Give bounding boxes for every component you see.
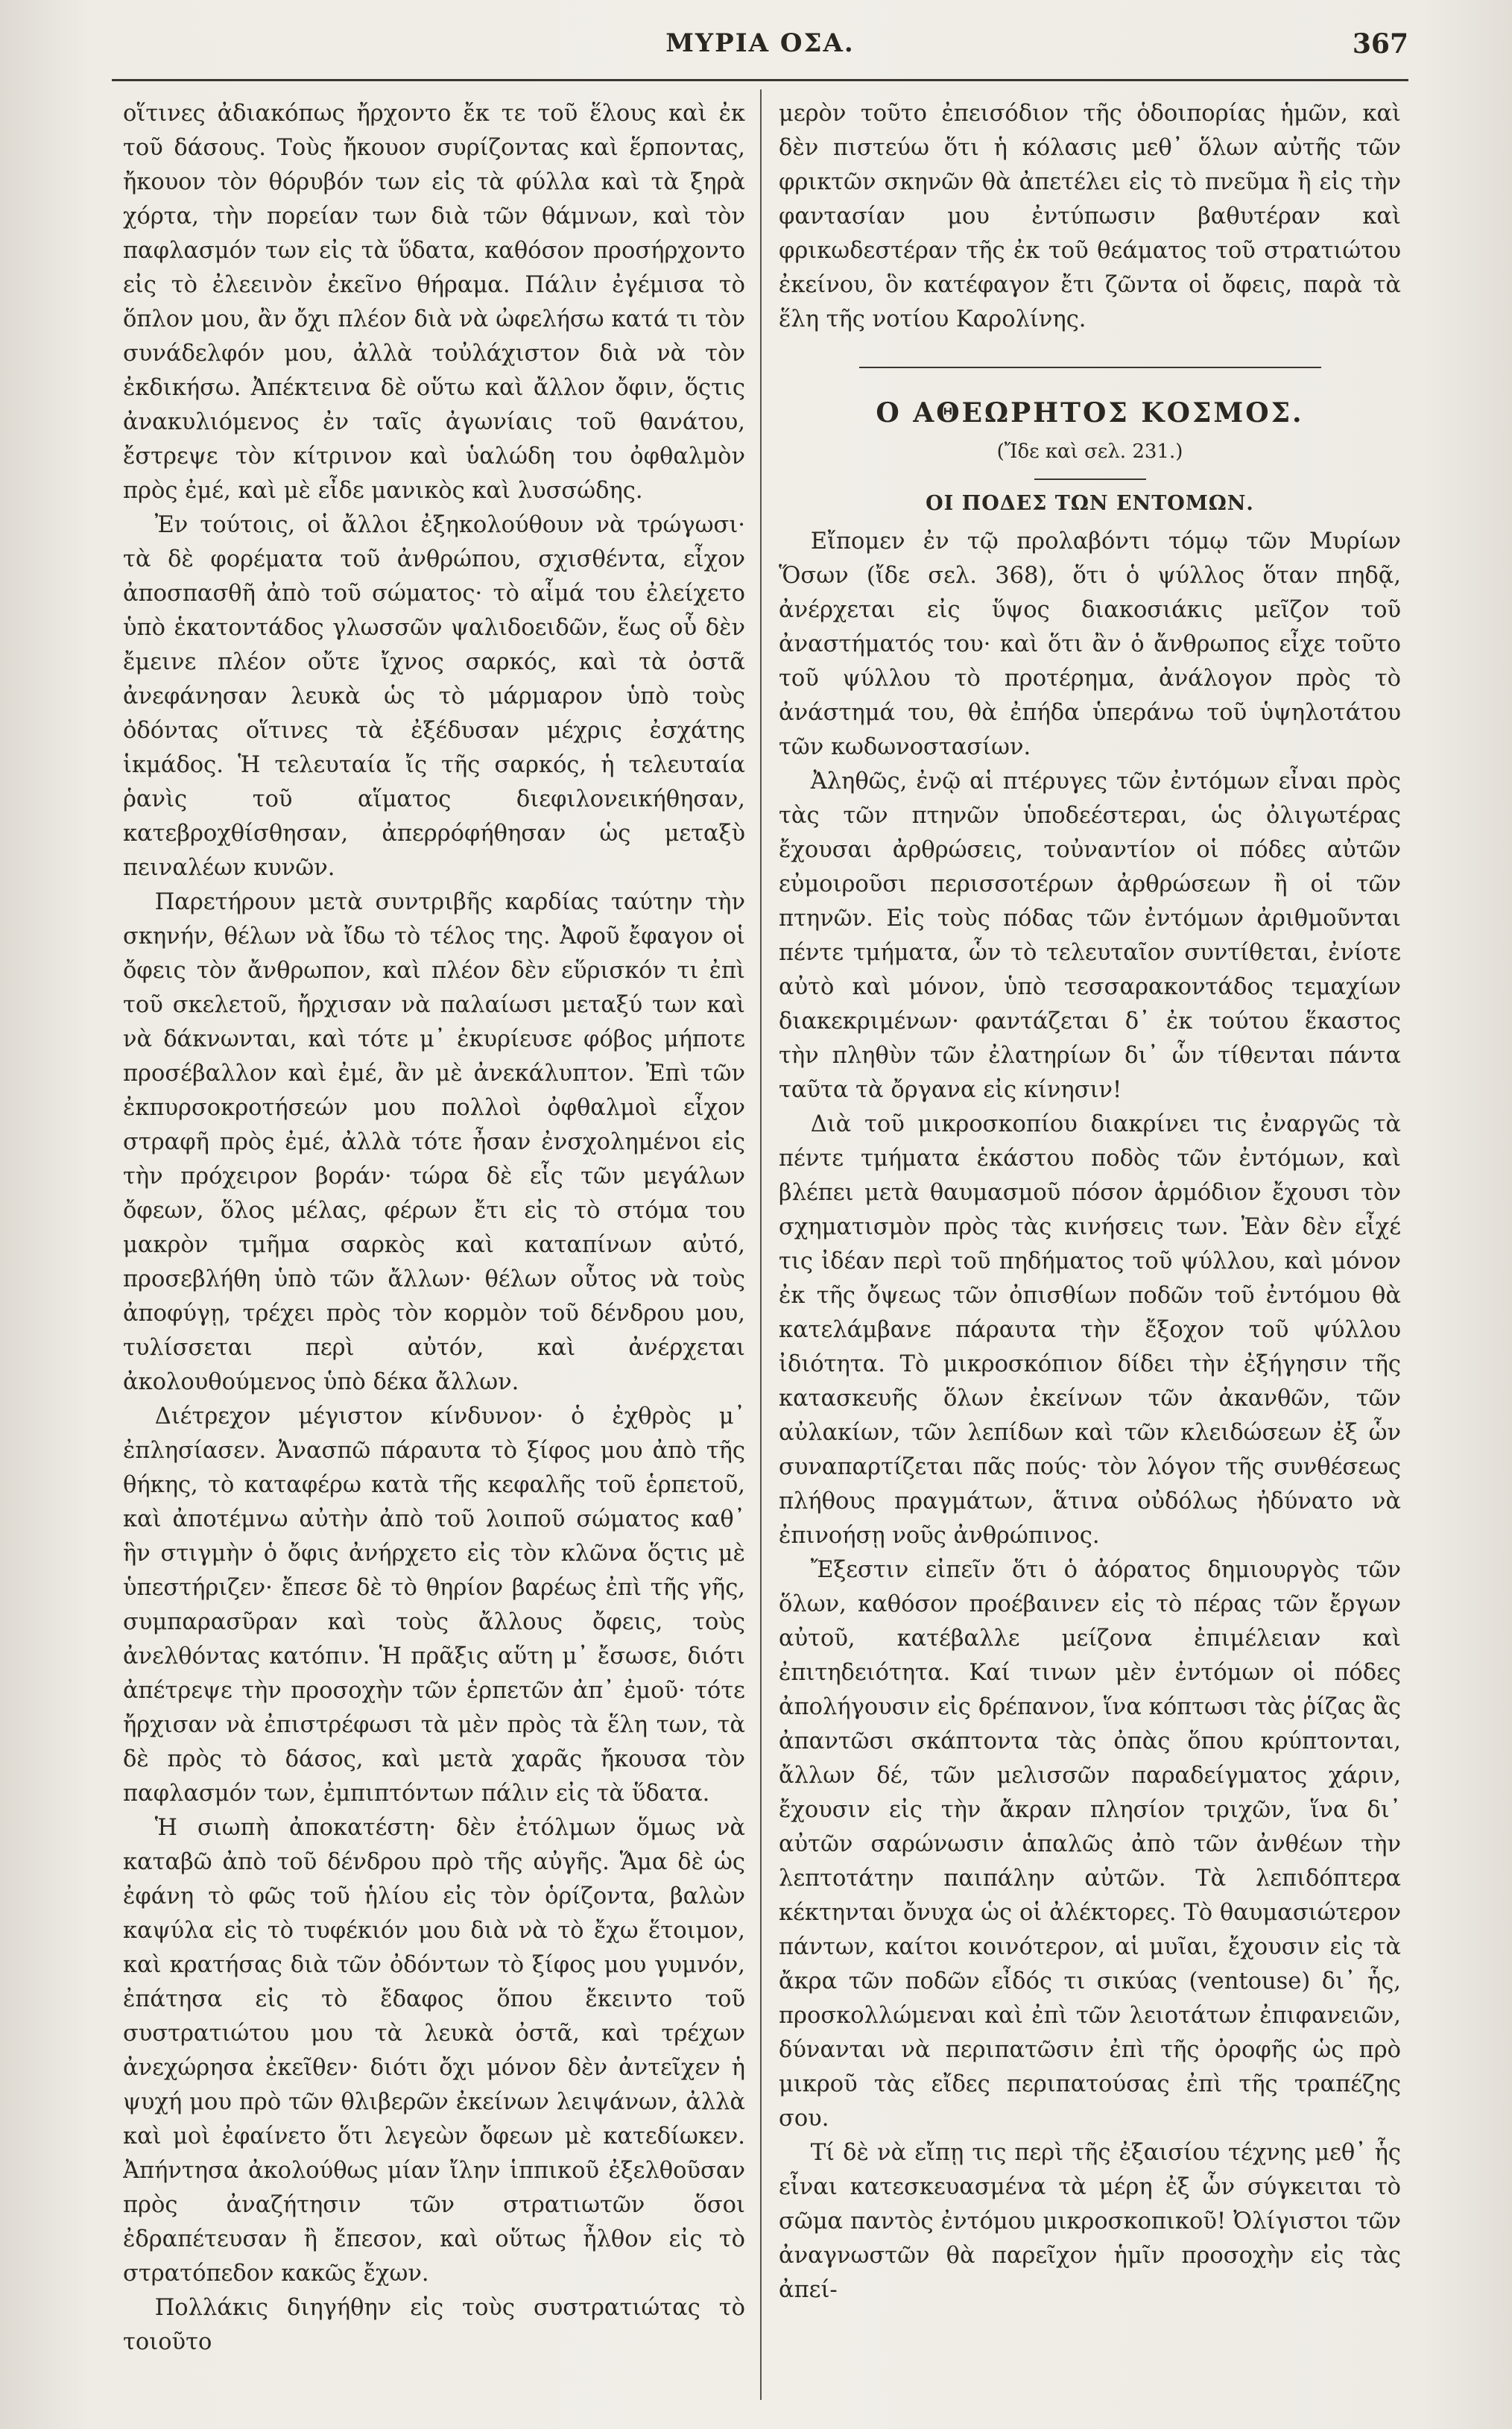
article-subtitle: ΟΙ ΠΟΔΕΣ ΤΩΝ ΕΝΤΟΜΩΝ. xyxy=(926,492,1254,515)
page-header xyxy=(112,28,1408,66)
paragraph: οἵτινες ἀδιακόπως ἤρχοντο ἔκ τε τοῦ ἕλους καὶ ἐκ τοῦ δάσους. Τοὺς ἤκουον συρίζοντας καὶ ἕρποντας, ἤκουον τὸν θόρυβόν των εἰς τὰ φύλλα καὶ τὰ ξηρὰ χόρτα, τὴν πορείαν των διὰ τῶν θάμνων, καὶ τὸν παφλασμόν των εἰς τὰ ὕδατα, καθόσον προσήρχοντο εἰς τὸ ἐλεεινὸν ἐκεῖνο θήραμα. Πάλιν ἐγέμισα τὸ ὅπλον μου, ἂν ὄχι πλέον διὰ νὰ ὠφελήσω κατά τι τὸν συνάδελφόν μου, ἀλλὰ τοὐλάχιστον διὰ νὰ τὸν ἐκδικήσω. Ἀπέκτεινα δὲ οὕτω καὶ ἄλλον ὄφιν, ὅςτις ἀνακυλιόμενος ἐν ταῖς ἀγωνίαις τοῦ θανάτου, ἔστρεψε τὸν κίτρινον καὶ ὑαλώδη του ὀφθαλμὸν πρὸς ἐμέ, καὶ μὲ εἶδε μανικὸς καὶ λυσσώδης. xyxy=(123,101,745,504)
section-title: Ο ΑΘΕΩΡΗΤΟΣ ΚΟΣΜΟΣ. xyxy=(876,397,1304,429)
section-rule xyxy=(859,367,1321,368)
intro-paragraph: μερὸν τοῦτο ἐπεισόδιον τῆς ὁδοιπορίας ἡμῶν, καὶ δὲν πιστεύω ὅτι ἡ κόλασις μεθ᾽ ὅλων αὐτῆς τῶν φρικτῶν σκηνῶν θὰ ἀπετέλει εἰς τὸ πνεῦμα ἢ εἰς τὴν φαντασίαν μου ἐντύπωσιν βαθυτέραν καὶ φρικωδεστέραν τῆς ἐκ τοῦ θεάματος τοῦ στρατιώτου ἐκείνου, ὃν κατέφαγον ἔτι ζῶντα οἱ ὄφεις, παρὰ τὰ ἕλη τῆς νοτίου Καρολίνης. xyxy=(779,101,1401,332)
page-number: 367 xyxy=(1352,28,1408,60)
paragraph: Παρετήρουν μετὰ συντριβῆς καρδίας ταύτην τὴν σκηνήν, θέλων νὰ ἴδω τὸ τέλος της. Ἀφοῦ ἔφαγον οἱ ὄφεις τὸν ἄνθρωπον, καὶ πλέον δὲν εὕρισκόν τι ἐπὶ τοῦ σκελετοῦ, ἤρχισαν νὰ παλαίωσι μεταξύ των καὶ νὰ δάκνωνται, καὶ τότε μ᾽ ἐκυρίευσε φόβος μήποτε προσέβαλλον καὶ ἐμέ, ἂν μὲ ἀνεκάλυπτον. Ἐπὶ τῶν ἐκπυρσοκροτήσεών μου πολλοὶ ὀφθαλμοὶ εἶχον στραφῆ πρὸς ἐμέ, ἀλλὰ τότε ἦσαν ἐνσχολημένοι εἰς τὴν πρόχειρον βοράν· τώρα δὲ εἷς τῶν μεγάλων ὄφεων, ὅλος μέλας, φέρων ἔτι εἰς τὸ στόμα του μακρὸν τμῆμα σαρκὸς καὶ καταπίνων αὐτό, προσεβλήθη ὑπὸ τῶν ἄλλων· θέλων οὗτος νὰ τοὺς ἀποφύγῃ, τρέχει πρὸς τὸν κορμὸν τοῦ δένδρου μου, τυλίσσεται περὶ αὐτόν, καὶ ἀνέρχεται ἀκολουθούμενος ὑπὸ δέκα ἄλλων. xyxy=(123,889,745,1395)
column-divider xyxy=(760,89,762,2400)
left-column xyxy=(123,97,745,2400)
running-title: ΜΥΡΙΑ ΟΣΑ. xyxy=(665,28,855,58)
paragraph: Διέτρεχον μέγιστον κίνδυνον· ὁ ἐχθρὸς μ᾽ ἐπλησίασεν. Ἀνασπῶ πάραυτα τὸ ξίφος μου ἀπὸ τῆς θήκης, τὸ καταφέρω κατὰ τῆς κεφαλῆς τοῦ ἑρπετοῦ, καὶ ἀποτέμνω αὐτὴν ἀπὸ τοῦ λοιποῦ σώματος καθ᾽ ἣν στιγμὴν ὁ ὄφις ἀνήρχετο εἰς τὸν κλῶνα ὅςτις μὲ ὑπεστήριζεν· ἔπεσε δὲ τὸ θηρίον βαρέως ἐπὶ τῆς γῆς, συμπαρασῦραν καὶ τοὺς ἄλλους ὄφεις, τοὺς ἀνελθόντας κατόπιν. Ἡ πρᾶξις αὕτη μ᾽ ἔσωσε, διότι ἀπέτρεψε τὴν προσοχὴν τῶν ἑρπετῶν ἀπ᾽ ἐμοῦ· τότε ἤρχισαν νὰ ἐπιστρέφωσι τὰ μὲν πρὸς τὰ ἕλη των, τὰ δὲ πρὸς τὸ δάσος, καὶ μετὰ χαρᾶς ἤκουσα τὸν παφλασμόν των, ἐμπιπτόντων πάλιν εἰς τὰ ὕδατα. xyxy=(123,1403,745,1807)
paragraph: Εἴπομεν ἐν τῷ προλαβόντι τόμῳ τῶν Μυρίων Ὅσων (ἴδε σελ. 368), ὅτι ὁ ψύλλος ὅταν πηδᾷ, ἀνέρχεται εἰς ὕψος διακοσιάκις μεῖζον τοῦ ἀναστήματός του· καὶ ὅτι ἂν ὁ ἄνθρωπος εἶχε τοῦτο τοῦ ψύλλου τὸ προτέρημα, ἀνάλογον πρὸς τὸ ἀνάστημά του, θὰ ἐπήδα ὑπεράνω τοῦ ὑψηλοτάτου τῶν κωδωνοστασίων. xyxy=(779,528,1401,760)
short-rule xyxy=(1034,478,1146,480)
header-rule xyxy=(112,79,1408,81)
right-column xyxy=(779,97,1401,2400)
paragraph: Πολλάκις διηγήθην εἰς τοὺς συστρατιώτας τὸ τοιοῦτο xyxy=(123,2295,745,2355)
section-reference: (Ἴδε καὶ σελ. 231.) xyxy=(996,440,1183,463)
paragraph: Ἔξεστιν εἰπεῖν ὅτι ὁ ἀόρατος δημιουργὸς τῶν ὅλων, καθόσον προέβαινεν εἰς τὸ πέρας τῶν ἔργων αὐτοῦ, κατέβαλλε μείζονα ἐπιμέλειαν καὶ ἐπιτηδειότητα. Καί τινων μὲν ἐντόμων οἱ πόδες ἀπολήγουσιν εἰς δρέπανον, ἵνα κόπτωσι τὰς ῥίζας ἃς ἀπαντῶσι σκάπτοντα τὰς ὀπὰς ὅπου κρύπτονται, ἄλλων δέ, τῶν μελισσῶν παραδείγματος χάριν, ἔχουσιν εἰς τὴν ἄκραν πλησίον τριχῶν, ἵνα δι᾽ αὐτῶν σαρώνωσιν ἁπαλῶς ἀπὸ τῶν ἀνθέων τὴν λεπτοτάτην παιπάλην αὐτῶν. Τὰ λεπιδόπτερα κέκτηνται ὄνυχα ὡς οἱ ἀλέκτορες. Τὸ θαυμασιώτερον πάντων, καίτοι κοινότερον, αἱ μυῖαι, ἔχουσιν εἰς τὰ ἄκρα τῶν ποδῶν εἶδός τι σικύας (ventouse) δι᾽ ἧς, προσκολλώμεναι καὶ ἐπὶ τῶν λειοτάτων ἐπιφανειῶν, δύνανται νὰ περιπατῶσιν ἐπὶ τῆς ὀροφῆς ὡς πρὸ μικροῦ τὰς εἴδες περιπατούσας ἐπὶ τῆς τραπέζης σου. xyxy=(779,1557,1401,2132)
paragraph: Ἀληθῶς, ἐνῷ αἱ πτέρυγες τῶν ἐντόμων εἶναι πρὸς τὰς τῶν πτηνῶν ὑποδεέστεραι, ὡς ὀλιγωτέρας ἔχουσαι ἀρθρώσεις, τοὐναντίον οἱ πόδες αὐτῶν εὐμοιροῦσι περισσοτέρων ἀρθρώσεων ἢ οἱ τῶν πτηνῶν. Εἰς τοὺς πόδας τῶν ἐντόμων ἀριθμοῦνται πέντε τμήματα, ὧν τὸ τελευταῖον συντίθεται, ἐνίοτε αὐτὸ καὶ μόνον, ὑπὸ τεσσαρακοντάδος τεμαχίων διακεκριμένων· φαντάζεται δ᾽ ἐκ τούτου ἕκαστος τὴν πληθὺν τῶν ἐλατηρίων δι᾽ ὧν τίθενται πάντα ταῦτα τὰ ὄργανα εἰς κίνησιν! xyxy=(779,768,1401,1103)
paragraph: Ἐν τούτοις, οἱ ἄλλοι ἐξηκολούθουν νὰ τρώγωσι· τὰ δὲ φορέματα τοῦ ἀνθρώπου, σχισθέντα, εἶχον ἀποσπασθῆ ἀπὸ τοῦ σώματος· τὸ αἷμά του ἐλείχετο ὑπὸ ἑκατοντάδος γλωσσῶν ψαλιδοειδῶν, ἕως οὗ δὲν ἔμεινε πλέον οὔτε ἴχνος σαρκός, καὶ τὰ ὀστᾶ ἀνεφάνησαν λευκὰ ὡς τὸ μάρμαρον ὑπὸ τοὺς ὀδόντας οἵτινες τὰ ἐξέδυσαν μέχρις ἐσχάτης ἱκμάδος. Ἡ τελευταία ἴς τῆς σαρκός, ἡ τελευταία ῥανὶς τοῦ αἵματος διεφιλονεικήθησαν, κατεβροχθίσθησαν, ἀπερρόφήθησαν ὡς μεταξὺ πειναλέων κυνῶν. xyxy=(123,512,745,881)
paragraph: Τί δὲ νὰ εἴπῃ τις περὶ τῆς ἐξαισίου τέχνης μεθ᾽ ἧς εἶναι κατεσκευασμένα τὰ μέρη ἐξ ὧν σύγκειται τὸ σῶμα παντὸς ἐντόμου μικροσκοπικοῦ! Ὀλίγιστοι τῶν ἀναγνωστῶν θὰ παρεῖχον ἡμῖν προσοχὴν εἰς τὰς ἀπεί- xyxy=(779,2140,1401,2303)
paragraph: Ἡ σιωπὴ ἀποκατέστη· δὲν ἐτόλμων ὅμως νὰ καταβῶ ἀπὸ τοῦ δένδρου πρὸ τῆς αὐγῆς. Ἅμα δὲ ὡς ἐφάνη τὸ φῶς τοῦ ἡλίου εἰς τὸν ὁρίζοντα, βαλὼν καψύλα εἰς τὸ τυφέκιόν μου διὰ νὰ τὸ ἔχω ἕτοιμον, καὶ κρατήσας διὰ τῶν ὀδόντων τὸ ξίφος μου γυμνόν, ἐπάτησα εἰς τὸ ἔδαφος ὅπου ἔκειντο τοῦ συστρατιώτου μου τὰ λευκὰ ὀστᾶ, καὶ τρέχων ἀνεχώρησα ἐκεῖθεν· διότι ὄχι μόνον δὲν ἀντεῖχεν ἡ ψυχή μου πρὸ τῶν θλιβερῶν ἐκείνων λειψάνων, ἀλλὰ καὶ μοὶ ἐφαίνετο ὅτι λεγεὼν ὄφεων μὲ κατεδίωκεν. Ἀπήντησα ἀκολούθως μίαν ἴλην ἱππικοῦ ἐξελθοῦσαν πρὸς ἀναζήτησιν τῶν στρατιωτῶν ὅσοι ἐδραπέτευσαν ἢ ἔπεσον, καὶ οὕτως ἦλθον εἰς τὸ στρατόπεδον κακῶς ἔχων. xyxy=(123,1815,745,2287)
paragraph: Διὰ τοῦ μικροσκοπίου διακρίνει τις ἐναργῶς τὰ πέντε τμήματα ἑκάστου ποδὸς τῶν ἐντόμων, καὶ βλέπει μετὰ θαυμασμοῦ πόσον ἁρμόδιον ἔχουσι τὸν σχηματισμὸν πρὸς τὰς κινήσεις των. Ἐὰν δὲν εἶχέ τις ἰδέαν περὶ τοῦ πηδήματος τοῦ ψύλλου, καὶ μόνον ἐκ τῆς ὄψεως τῶν ὀπισθίων ποδῶν τοῦ ἐντόμου θὰ κατελάμβανε πάραυτα τὴν ἔξοχον τοῦ ψύλλου ἰδιότητα. Τὸ μικροσκόπιον δίδει τὴν ἐξήγησιν τῆς κατασκευῆς ὅλων ἐκείνων τῶν ἀκανθῶν, τῶν αὐλακίων, τῶν λεπίδων καὶ τῶν κλειδώσεων ἐξ ὧν συναπαρτίζεται πᾶς πούς· τὸν λόγον τῆς συνθέσεως πλήθους πραγμάτων, ἅτινα οὐδόλως ἠδύνατο νὰ ἐπινοήσῃ νοῦς ἀνθρώπινος. xyxy=(779,1111,1401,1549)
